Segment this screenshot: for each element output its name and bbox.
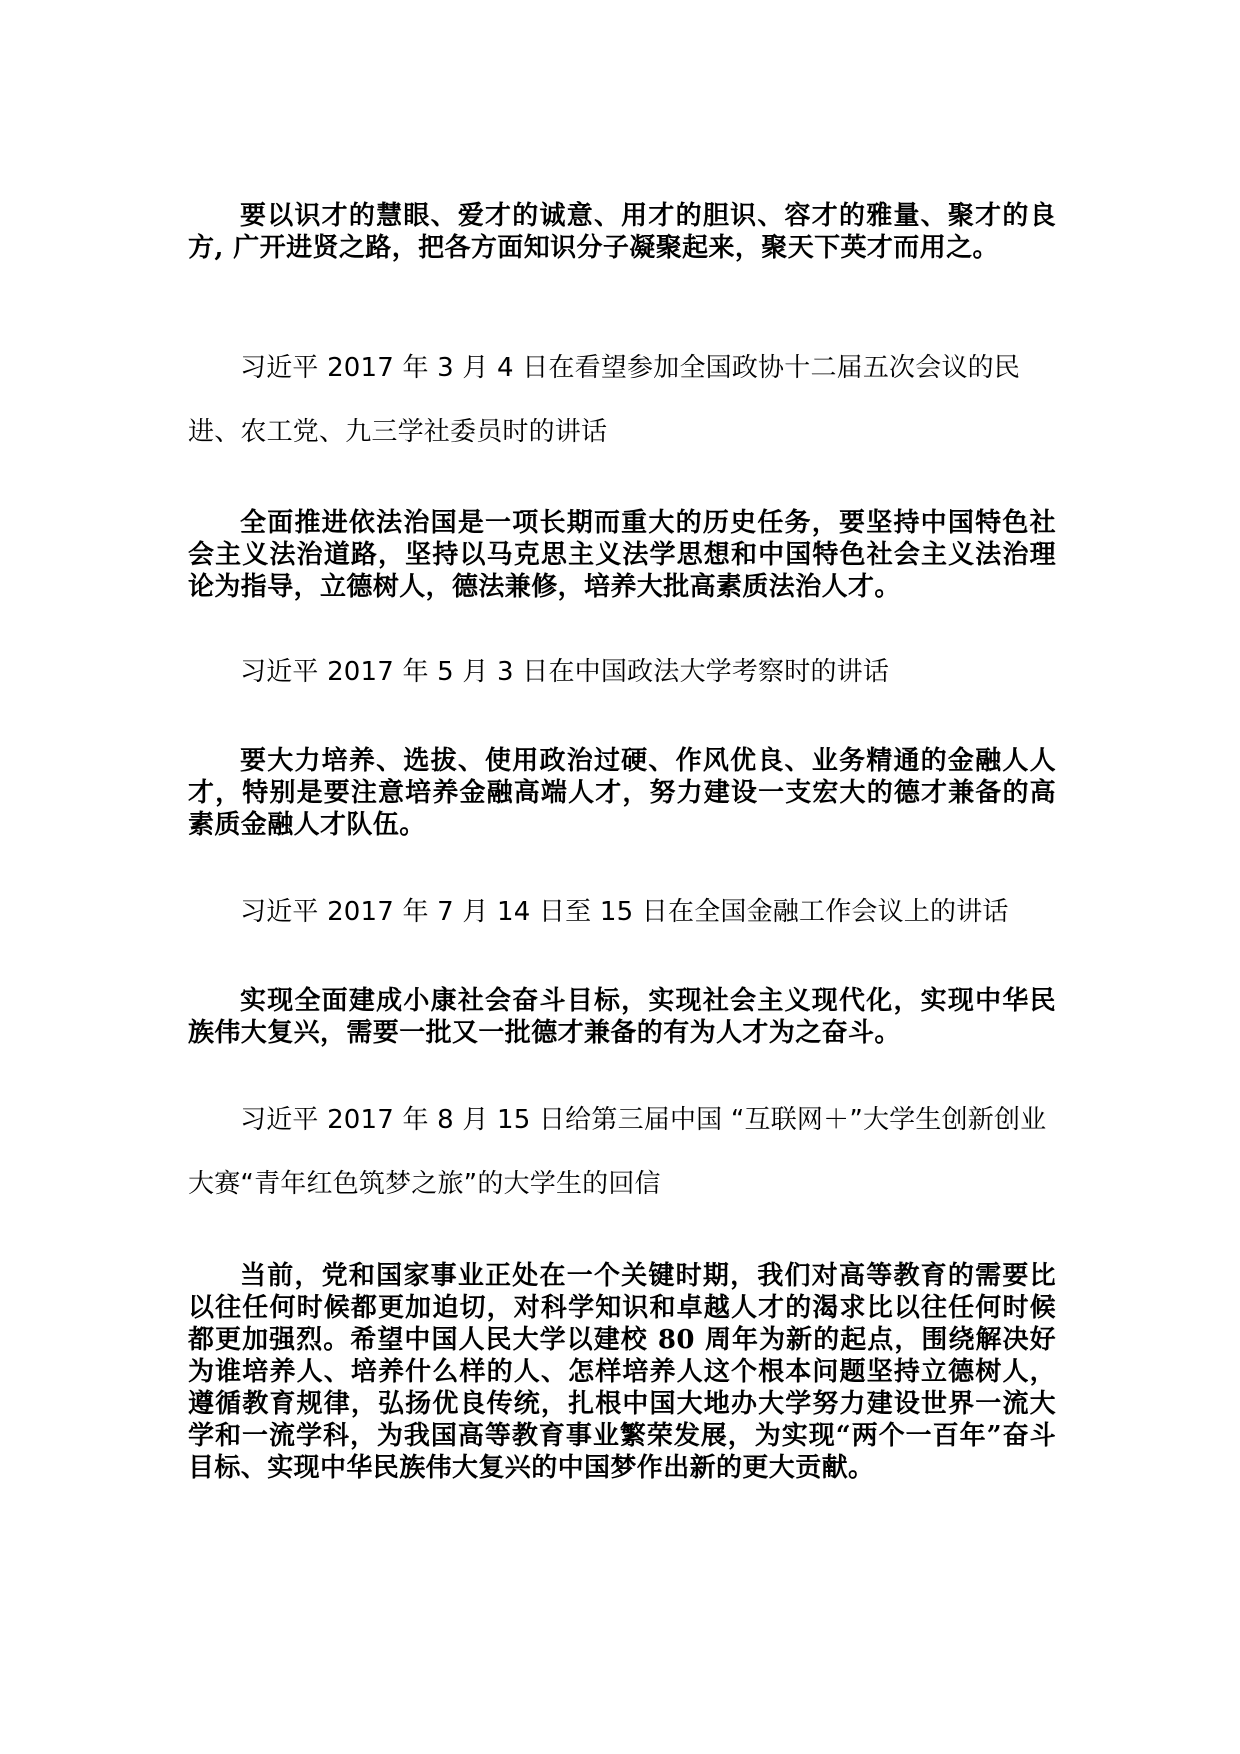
quote-paragraph: 要以识才的慧眼、爱才的诚意、用才的胆识、容才的雅量、聚才的良方, 广开进贤之路，把各方面知识分子凝聚起来，聚天下英才而用之。: [188, 201, 1056, 263]
source-citation: 习近平 2017 年 8 月 15 日给第三届中国 “互联网＋”大学生创新创业大赛“青年红色筑梦之旅”的大学生的回信: [188, 1105, 1047, 1199]
quote-paragraph: 当前，党和国家事业正处在一个关键时期，我们对高等教育的需要比以往任何时候都更加迫切，对科学知识和卓越人才的渴求比以往任何时候都更加强烈。希望中国人民大学以建校 80 周年为新的起点，围绕解决好为谁培养人、培养什么样的人、怎样培养人这个根本问题坚持立德树人，遵循教育规律，弘扬优良传统，扎根中国大地办大学努力建设世界一流大学和一流学科，为我国高等教育事业繁荣发展，为实现“两个一百年”奋斗目标、实现中华民族伟大复兴的中国梦作出新的更大贡献。: [188, 1261, 1056, 1483]
source-citation: 习近平 2017 年 5 月 3 日在中国政法大学考察时的讲话: [240, 657, 890, 687]
quote-paragraph: 要大力培养、选拔、使用政治过硬、作风优良、业务精通的金融人人才，特别是要注意培养金融高端人才，努力建设一支宏大的德才兼备的高素质金融人才队伍。: [188, 746, 1056, 840]
quote-paragraph: 实现全面建成小康社会奋斗目标，实现社会主义现代化，实现中华民族伟大复兴，需要一批又一批德才兼备的有为人才为之奋斗。: [188, 986, 1056, 1048]
source-citation: 习近平 2017 年 7 月 14 日至 15 日在全国金融工作会议上的讲话: [240, 897, 1009, 927]
quote-paragraph: 全面推进依法治国是一项长期而重大的历史任务，要坚持中国特色社会主义法治道路，坚持以马克思主义法学思想和中国特色社会主义法治理论为指导，立德树人，德法兼修，培养大批高素质法治人才。: [188, 508, 1056, 602]
source-citation: 习近平 2017 年 3 月 4 日在看望参加全国政协十二届五次会议的民进、农工党、九三学社委员时的讲话: [188, 353, 1021, 447]
